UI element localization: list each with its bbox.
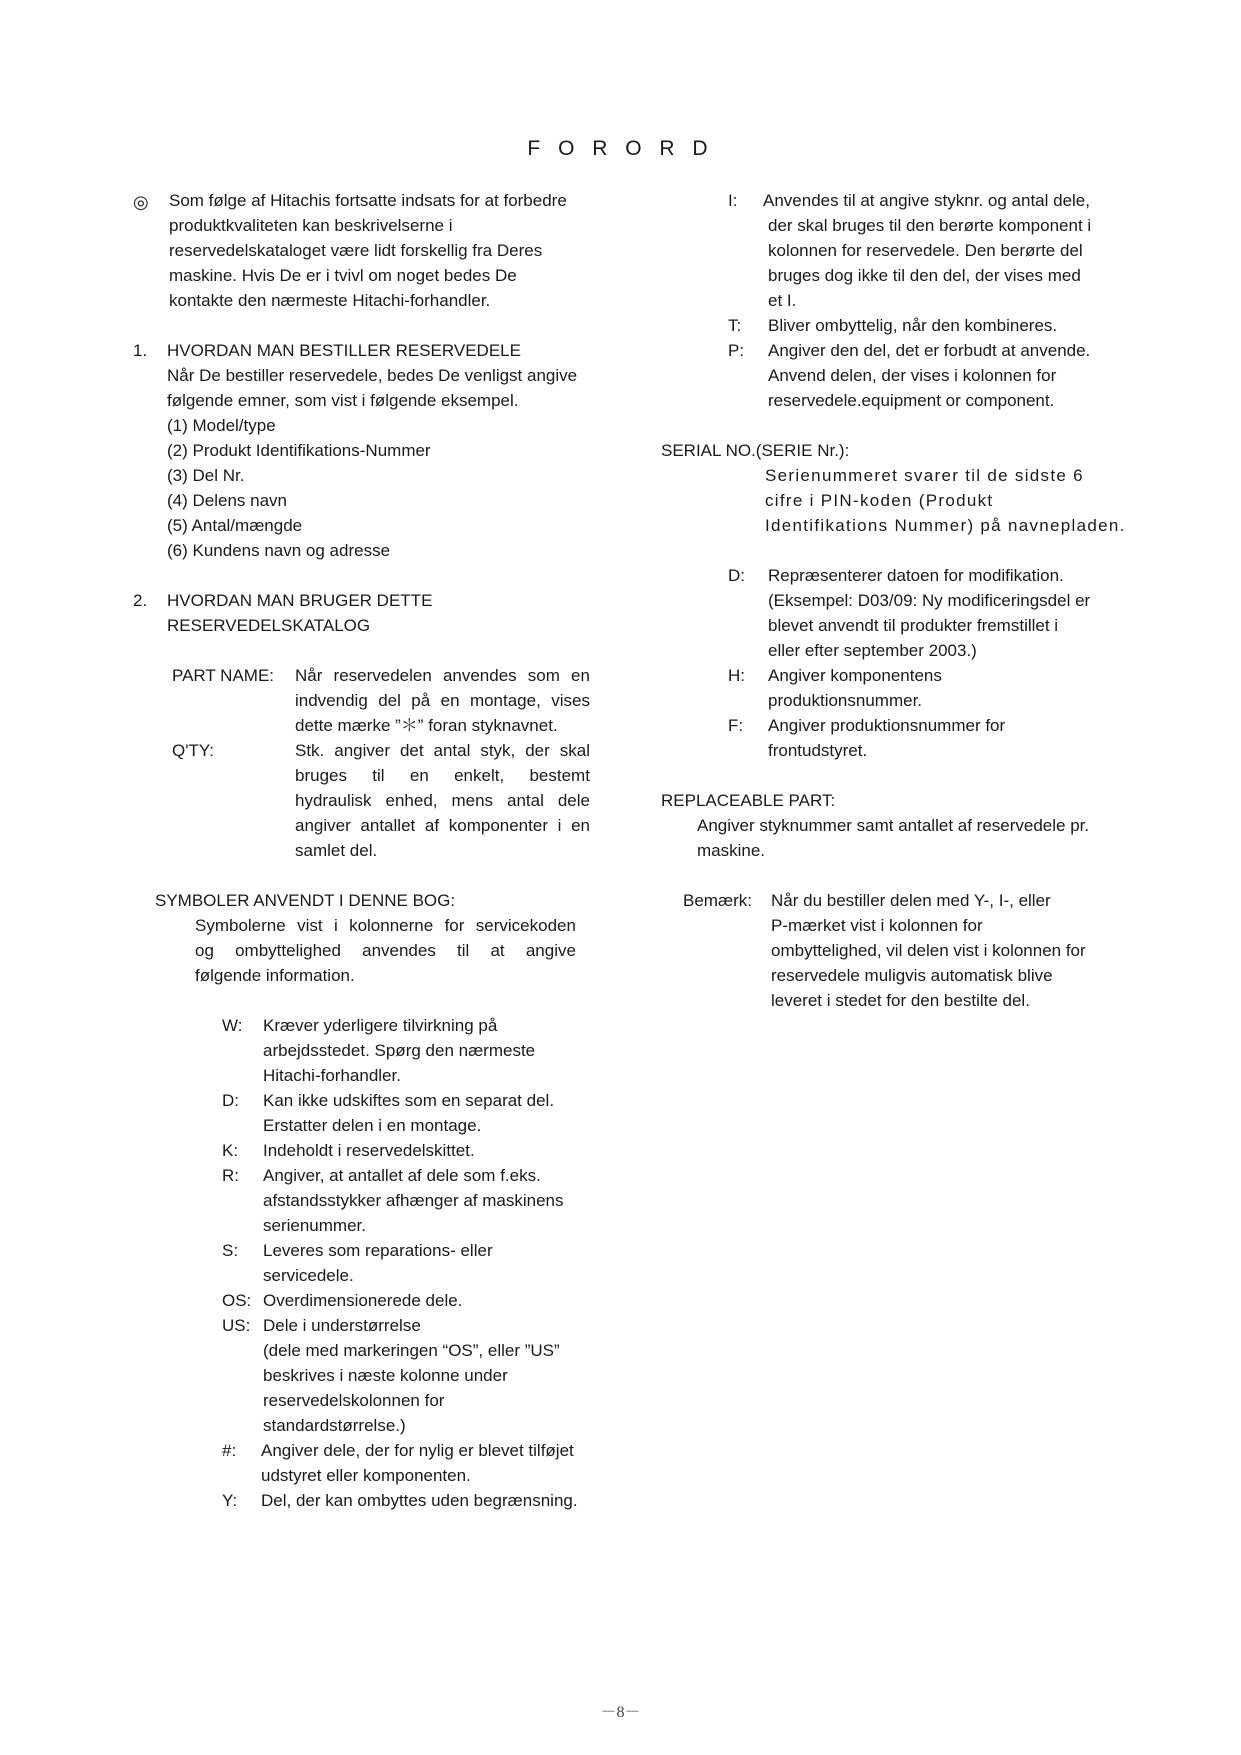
section-2-heading: HVORDAN MAN BRUGER DETTE [167,591,433,610]
qty-line: hydraulisk enhed, mens antal dele [295,791,590,810]
section-1-item: (4) Delens navn [167,491,288,510]
serial-line: Serienummeret svarer til de sidste 6 [765,466,1084,485]
intro-line: kontakte den nærmeste Hitachi-forhandler. [169,291,491,310]
symbol-desc: Angiver produktionsnummer for [768,716,1006,735]
section-1-item: (3) Del Nr. [167,466,245,485]
symbol-desc: reservedele.equipment or component. [768,391,1055,410]
symbol-desc: Angiver komponentens [768,666,942,685]
symbol-desc: blevet anvendt til produkter fremstillet i [768,616,1059,635]
symbol-desc: Dele i understørrelse [263,1316,421,1335]
symbol-desc: eller efter september 2003.) [768,641,977,660]
intro-line: Som følge af Hitachis fortsatte indsats for at forbedre [169,191,567,210]
section-1-item: (6) Kundens navn og adresse [167,541,391,560]
replaceable-line: Angiver styknummer samt antallet af reservedele pr. [697,816,1090,835]
symbol-code: Y: [222,1491,238,1510]
section-1-number: 1. [133,341,148,360]
section-1-line: følgende emner, som vist i følgende eksempel. [167,391,519,410]
symbol-code: US: [222,1316,251,1335]
symbol-desc: serienummer. [263,1216,366,1235]
note-line: ombyttelighed, vil delen vist i kolonnen for [771,941,1086,960]
symbols-intro-line: følgende information. [195,966,355,985]
symbols-intro-line: og ombyttelighed anvendes til at angive [195,941,576,960]
symbol-code: H: [728,666,745,685]
note-line: Når du bestiller delen med Y-, I-, eller [771,891,1051,910]
symbol-desc: produktionsnummer. [768,691,923,710]
qty-line: samlet del. [295,841,378,860]
symbol-desc: (dele med markeringen “OS”, eller ”US” [263,1341,560,1360]
part-name-label: PART NAME: [172,666,275,685]
symbol-desc: (Eksempel: D03/09: Ny modificeringsdel er [768,591,1091,610]
replaceable-line: maskine. [697,841,766,860]
symbol-desc: der skal bruges til den berørte komponent i [768,216,1092,235]
qty-label: Q'TY: [172,741,214,760]
intro-line: produktkvaliteten kan beskrivelserne i [169,216,453,235]
symbol-code: K: [222,1141,239,1160]
intro-line: maskine. Hvis De er i tvivl om noget bedes De [169,266,517,285]
section-1-item: (1) Model/type [167,416,276,435]
symbol-code: I: [728,191,738,210]
note-line: leveret i stedet for den bestilte del. [771,991,1030,1010]
symbol-desc: standardstørrelse.) [263,1416,406,1435]
section-2-number: 2. [133,591,148,610]
symbol-desc: udstyret eller komponenten. [261,1466,471,1485]
symbol-desc: Overdimensionerede dele. [263,1291,463,1310]
section-1-item: (5) Antal/mængde [167,516,303,535]
page-number: －8－ [600,1704,641,1721]
symbol-code: D: [222,1091,239,1110]
symbol-desc: frontudstyret. [768,741,868,760]
symbol-desc: Del, der kan ombyttes uden begrænsning. [261,1491,578,1510]
section-1-item: (2) Produkt Identifikations-Nummer [167,441,431,460]
symbol-desc: Bliver ombyttelig, når den kombineres. [768,316,1058,335]
symbol-desc: reservedelskolonnen for [263,1391,445,1410]
part-name-line: Når reservedelen anvendes som en [295,666,590,685]
symbol-desc: kolonnen for reservedele. Den berørte del [768,241,1083,260]
symbol-desc: Erstatter delen i en montage. [263,1116,482,1135]
page-title: F O R O R D [527,137,714,160]
symbol-code: W: [222,1016,243,1035]
serial-line: Identifikations Nummer) på navnepladen. [765,516,1126,535]
symbol-desc: arbejdsstedet. Spørg den nærmeste [263,1041,536,1060]
symbol-desc: Leveres som reparations- eller [263,1241,493,1260]
symbol-desc: et I. [768,291,797,310]
part-name-line: dette mærke ”＊” foran styknavnet. [295,716,558,735]
qty-line: bruges til en enkelt, bestemt [295,766,590,785]
intro-line: reservedelskataloget være lidt forskellig fra Deres [169,241,543,260]
symbol-desc: Kræver yderligere tilvirkning på [263,1016,498,1035]
symbol-desc: Hitachi-forhandler. [263,1066,401,1085]
note-label: Bemærk: [683,891,752,910]
symbol-desc: Anvendes til at angive styknr. og antal dele, [763,191,1090,210]
double-circle-icon: ◎ [133,192,149,212]
symbol-code: #: [222,1441,237,1460]
symbols-intro-line: Symbolerne vist i kolonnerne for servicekoden [195,916,576,935]
part-name-line: indvendig del på en montage, vises [295,691,590,710]
symbol-desc: Repræsenterer datoen for modifikation. [768,566,1064,585]
qty-line: Stk. angiver det antal styk, der skal [295,741,590,760]
symbol-code: R: [222,1166,239,1185]
symbol-desc: beskrives i næste kolonne under [263,1366,508,1385]
symbol-code: S: [222,1241,239,1260]
symbol-desc: Angiver den del, det er forbudt at anvende. [768,341,1091,360]
serial-heading: SERIAL NO.(SERIE Nr.): [661,441,850,460]
symbol-desc: Anvend delen, der vises i kolonnen for [768,366,1057,385]
qty-line: angiver antallet af komponenter i en [295,816,590,835]
section-2-heading: RESERVEDELSKATALOG [167,616,371,635]
symbols-heading: SYMBOLER ANVENDT I DENNE BOG: [155,891,456,910]
symbol-desc: servicedele. [263,1266,354,1285]
symbol-desc: Indeholdt i reservedelskittet. [263,1141,475,1160]
symbol-code: F: [728,716,744,735]
symbol-desc: Angiver, at antallet af dele som f.eks. [263,1166,541,1185]
symbol-desc: Kan ikke udskiftes som en separat del. [263,1091,555,1110]
symbol-code: T: [728,316,742,335]
serial-line: cifre i PIN-koden (Produkt [765,491,994,510]
note-line: reservedele muligvis automatisk blive [771,966,1053,985]
symbol-code: P: [728,341,745,360]
symbol-desc: bruges dog ikke til den del, der vises med [768,266,1081,285]
section-1-line: Når De bestiller reservedele, bedes De venligst angive [167,366,578,385]
symbol-code: D: [728,566,745,585]
symbol-desc: Angiver dele, der for nylig er blevet tilføjet [261,1441,574,1460]
note-line: P-mærket vist i kolonnen for [771,916,983,935]
symbol-desc: afstandsstykker afhænger af maskinens [263,1191,564,1210]
section-1-heading: HVORDAN MAN BESTILLER RESERVEDELE [167,341,521,360]
replaceable-heading: REPLACEABLE PART: [661,791,836,810]
symbol-code: OS: [222,1291,252,1310]
